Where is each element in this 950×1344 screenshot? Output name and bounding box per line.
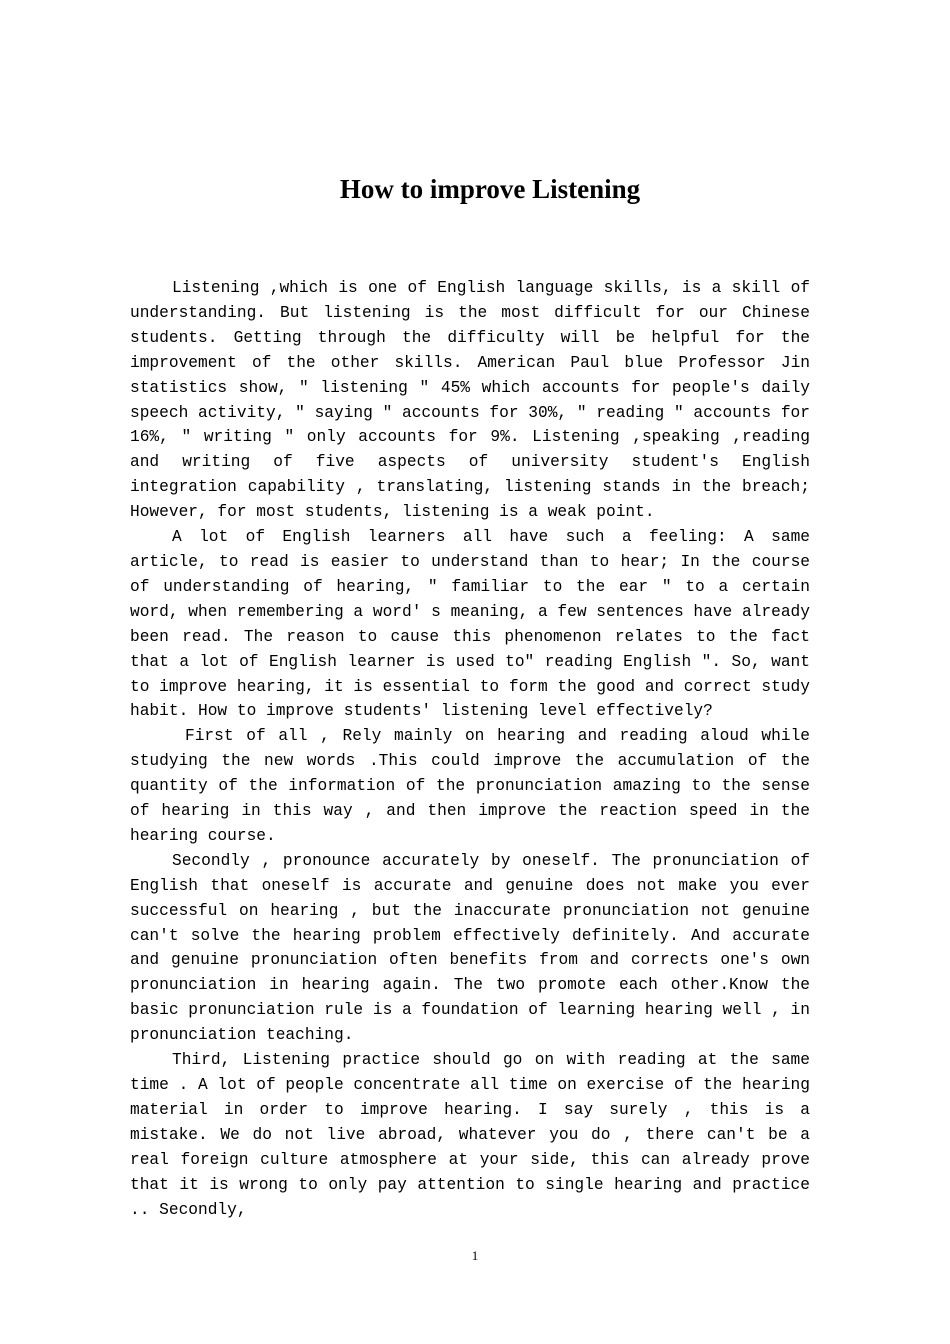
document-title: How to improve Listening xyxy=(339,174,641,204)
paragraph-third-point: Third, Listening practice should go on with reading at the same time . A lot of people concentrate all time on exercise of the hearing material in order to improve hearing. I say surely , this is a mistake. We do not live abroad, whatever you do , there can't be a real foreign culture atmosphere at your side, this can already prove that it is wrong to only pay attention to single hearing and practice .. Secondly, xyxy=(130,1051,810,1219)
paragraph-learner-feeling: A lot of English learners all have such a feeling: A same article, to read is easier to understand than to hear; In the course of understanding of hearing, ″ familiar to the ear ″ to a certain word, when remembering a word' s meaning, a few sentences have already been read. The reason to cause this phenomenon relates to the fact that a lot of English learner is used to″ reading English ″. So, want to improve hearing, it is essential to form the good and correct study habit. How to improve students' listening level effectively? xyxy=(130,528,810,721)
document-body xyxy=(130,276,810,1222)
paragraph-second-point: Secondly , pronounce accurately by oneself. The pronunciation of English that oneself is accurate and genuine does not make you ever successful on hearing , but the inaccurate pronunciation not genuine can't solve the hearing problem effectively definitely. And accurate and genuine pronunciation often benefits from and corrects one's own pronunciation in hearing again. The two promote each other.Know the basic pronunciation rule is a foundation of learning hearing well , in pronunciation teaching. xyxy=(130,851,810,1045)
page-number: 1 xyxy=(471,1248,479,1263)
paragraph-listening-skill: Listening ,which is one of English language skills, is a skill of understanding. But listening is the most difficult for our Chinese students. Getting through the difficulty will be helpful for the improvement of the other skills. American Paul blue Professor Jin statistics show, ″ listening ″ 45% which accounts for people's daily speech activity, ″ saying ″ accounts for 30%, ″ reading ″ accounts for 16%, ″ writing ″ only accounts for 9%. Listening ,speaking ,reading and writing of five aspects of university student's English integration capability , translating, listening stands in the breach; However, for most students, listening is a weak point. xyxy=(130,279,810,522)
paragraph-first-point: First of all , Rely mainly on hearing and reading aloud while studying the new words .This could improve the accumulation of the quantity of the information of the pronunciation amazing to the sense of hearing in this way , and then improve the reaction speed in the hearing course. xyxy=(130,727,810,845)
